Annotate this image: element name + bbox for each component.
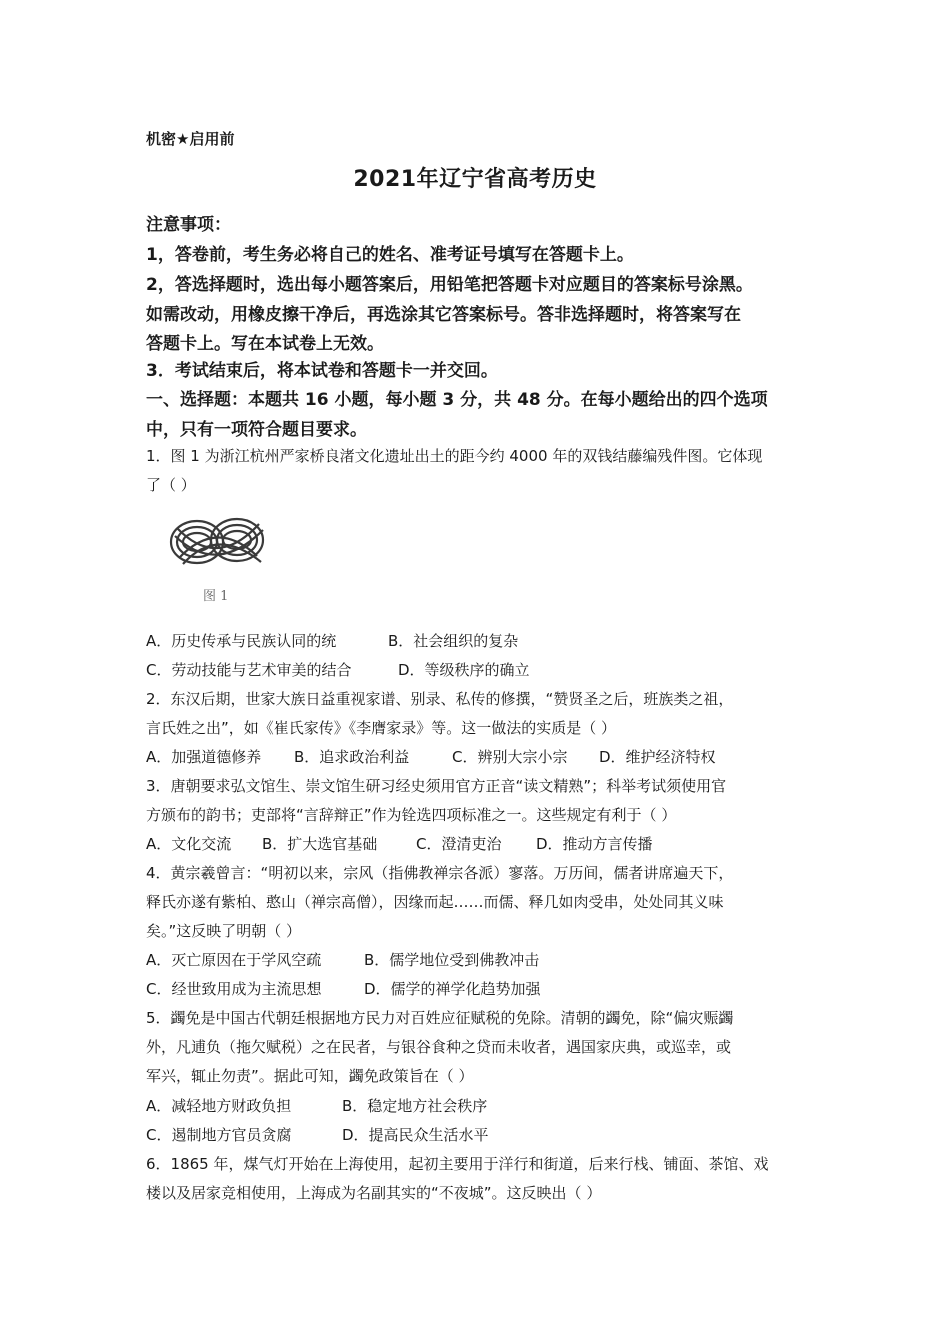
notice-item: 2，答选择题时，选出每小题答案后，用铅笔把答题卡对应题目的答案标号涂黑。 [146,275,753,295]
notice-item: 3．考试结束后，将本试卷和答题卡一并交回。 [146,361,498,381]
question-1-options [146,630,518,651]
question-5-options [146,1124,489,1145]
question-5-options [146,1095,487,1116]
option-a: A．灭亡原因在于学风空疏 [146,951,322,969]
notice-item: 如需改动，用橡皮擦干净后，再选涂其它答案标号。答非选择题时，将答案写在 [146,305,741,325]
notice-heading: 注意事项： [146,215,231,235]
page-title: 2021年辽宁省高考历史 [353,167,597,192]
question-4-options [146,949,539,970]
option-d: D．等级秩序的确立 [398,661,530,679]
question-1-stem: 1．图 1 为浙江杭州严家桥良渚文化遗址出土的距今约 4000 年的双钱结藤编残件图。它体现 [146,447,763,465]
option-a: A．文化交流 [146,835,232,853]
question-4-options [146,978,541,999]
option-d: D．提高民众生活水平 [342,1126,489,1144]
question-6-stem: 6．1865 年，煤气灯开始在上海使用，起初主要用于洋行和街道，后来行栈、铺面、茶馆、戏 [146,1155,769,1173]
option-d: D．推动方言传播 [536,835,653,853]
option-c: C．澄清吏治 [416,835,502,853]
option-c: C．辨别大宗小宗 [452,748,568,766]
section-heading: 一、选择题：本题共 16 小题，每小题 3 分，共 48 分。在每小题给出的四个选项 [146,390,768,410]
option-d: D．维护经济特权 [599,748,716,766]
notice-item: 1，答卷前，考生务必将自己的姓名、准考证号填写在答题卡上。 [146,245,634,265]
option-a: A．历史传承与民族认同的统 [146,632,337,650]
question-5-stem: 5．蠲免是中国古代朝廷根据地方民力对百姓应征赋税的免除。清朝的蠲免，除“偏灾赈蠲 [146,1009,734,1027]
question-1-options [146,659,530,680]
option-a: A．加强道德修养 [146,748,262,766]
question-4-stem: 4．黄宗羲曾言：“明初以来，宗风（指佛教禅宗各派）寥落。万历间，儒者讲席遍天下， [146,864,734,882]
confidential-label: 机密★启用前 [146,130,235,148]
option-b: B．社会组织的复杂 [388,632,519,650]
figure-caption: 图 1 [203,589,229,604]
question-4-stem: 矣。”这反映了明朝（ ） [146,922,302,940]
option-b: B．儒学地位受到佛教冲击 [364,951,540,969]
question-5-stem: 外，凡逋负（拖欠赋税）之在民者，与银谷食种之贷而未收者，遇国家庆典，或巡幸，或 [146,1038,732,1056]
question-3-stem: 3．唐朝要求弘文馆生、崇文馆生研习经史须用官方正音“读文精熟”；科举考试须使用官 [146,777,727,795]
question-1-stem: 了（ ） [146,476,196,494]
question-2-stem: 言氏姓之出”，如《崔氏家传》《李膺家录》等。这一做法的实质是（ ） [146,719,617,737]
option-c: C．经世致用成为主流思想 [146,980,322,998]
section-heading: 中，只有一项符合题目要求。 [146,420,367,440]
question-2-options [146,746,716,767]
question-5-stem: 军兴，辄止勿责”。据此可知，蠲免政策旨在（ ） [146,1067,474,1085]
question-3-options [146,833,653,854]
option-c: C．劳动技能与艺术审美的结合 [146,661,352,679]
question-6-stem: 楼以及居家竞相使用，上海成为名副其实的“不夜城”。这反映出（ ） [146,1184,602,1202]
option-b: B．追求政治利益 [294,748,410,766]
question-4-stem: 释氏亦遂有紫柏、憨山（禅宗高僧），因缘而起……而儒、释几如肉受串，处处同其义味 [146,893,724,911]
option-b: B．稳定地方社会秩序 [342,1097,488,1115]
option-a: A．减轻地方财政负担 [146,1097,292,1115]
option-b: B．扩大选官基础 [262,835,378,853]
question-3-stem: 方颁布的韵书；吏部将“言辞辩正”作为铨选四项标准之一。这些规定有利于（ ） [146,806,677,824]
question-2-stem: 2．东汉后期，世家大族日益重视家谱、别录、私传的修撰，“赞贤圣之后，班族类之祖， [146,690,734,708]
option-c: C．遏制地方官员贪腐 [146,1126,292,1144]
option-d: D．儒学的禅学化趋势加强 [364,980,541,998]
notice-item: 答题卡上。写在本试卷上无效。 [146,334,384,354]
